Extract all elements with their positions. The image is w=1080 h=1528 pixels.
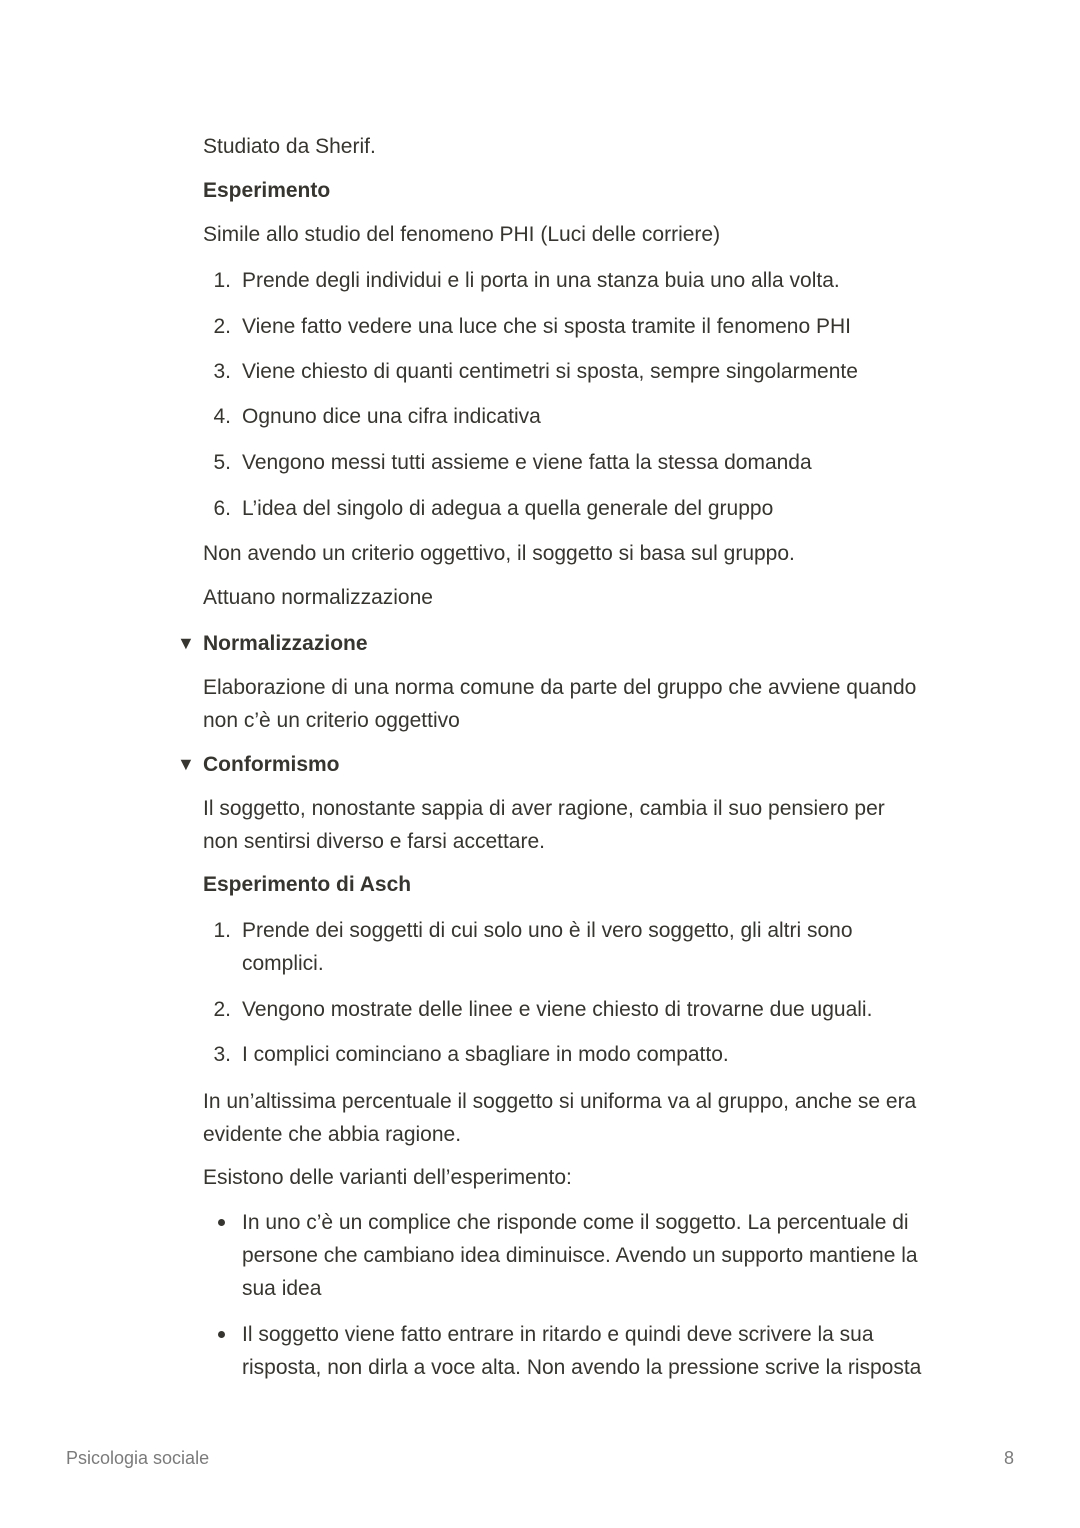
toggle-arrow-icon[interactable]: ▼ — [177, 633, 195, 653]
experiment-heading: Esperimento — [203, 179, 331, 202]
list-item-line: Prende dei soggetti di cui solo uno è il vero soggetto, gli altri sono — [242, 919, 853, 942]
footer-title: Psicologia sociale — [66, 1448, 210, 1468]
conformismo-text-line2: non sentirsi diverso e farsi accettare. — [203, 830, 545, 853]
list-item-line: Vengono mostrate delle linee e viene chiesto di trovarne due uguali. — [242, 998, 873, 1021]
normalizzazione-text-line2: non c’è un criterio oggettivo — [203, 709, 460, 732]
list-item: Prende degli individui e li porta in una stanza buia uno alla volta. — [242, 269, 840, 292]
list-item: Viene fatto vedere una luce che si sposta tramite il fenomeno PHI — [242, 315, 851, 338]
list-number: 2. — [213, 998, 231, 1021]
asch-result-line1: In un’altissima percentuale il soggetto si uniforma va al gruppo, anche se era — [203, 1090, 917, 1113]
list-item-line: persone che cambiano idea diminuisce. Avendo un supporto mantiene la — [242, 1244, 918, 1267]
conformismo-text-line1: Il soggetto, nonostante sappia di aver ragione, cambia il suo pensiero per — [203, 797, 885, 820]
list-number: 2. — [213, 315, 231, 338]
list-item-line: I complici cominciano a sbagliare in modo compatto. — [242, 1043, 729, 1066]
list-number: 3. — [213, 360, 231, 383]
list-item-line: In uno c’è un complice che risponde come il soggetto. La percentuale di — [242, 1211, 909, 1234]
list-item: L’idea del singolo di adegua a quella generale del gruppo — [242, 497, 774, 520]
list-item-line: sua idea — [242, 1277, 322, 1300]
bullet-icon — [218, 1219, 225, 1226]
list-item: Ognuno dice una cifra indicativa — [242, 405, 541, 428]
list-item-line: complici. — [242, 952, 324, 975]
normalize-text: Attuano normalizzazione — [203, 586, 433, 609]
list-number: 5. — [213, 451, 231, 474]
list-number: 1. — [213, 269, 231, 292]
toggle-normalizzazione-title[interactable]: Normalizzazione — [203, 632, 368, 655]
toggle-conformismo-title[interactable]: Conformismo — [203, 753, 340, 776]
bullet-icon — [218, 1331, 225, 1338]
list-item-line: Il soggetto viene fatto entrare in ritardo e quindi deve scrivere la sua — [242, 1323, 874, 1346]
list-number: 4. — [213, 405, 231, 428]
toggle-arrow-icon[interactable]: ▼ — [177, 754, 195, 774]
list-item: Viene chiesto di quanti centimetri si sposta, sempre singolarmente — [242, 360, 858, 383]
variants-intro: Esistono delle varianti dell’esperimento: — [203, 1166, 572, 1189]
intro-studied-by: Studiato da Sherif. — [203, 135, 376, 158]
page-number: 8 — [1003, 1448, 1014, 1468]
list-number: 3. — [213, 1043, 231, 1066]
no-criterion-text: Non avendo un criterio oggettivo, il soggetto si basa sul gruppo. — [203, 542, 795, 565]
intro-similar: Simile allo studio del fenomeno PHI (Luci delle corriere) — [203, 223, 721, 246]
list-item: Vengono messi tutti assieme e viene fatta la stessa domanda — [242, 451, 812, 474]
normalizzazione-text-line1: Elaborazione di una norma comune da parte del gruppo che avviene quando — [203, 676, 917, 699]
list-item-line: risposta, non dirla a voce alta. Non avendo la pressione scrive la risposta — [242, 1356, 922, 1379]
asch-heading: Esperimento di Asch — [203, 873, 412, 896]
asch-result-line2: evidente che abbia ragione. — [203, 1123, 462, 1146]
list-number: 1. — [213, 919, 231, 942]
list-number: 6. — [213, 497, 231, 520]
